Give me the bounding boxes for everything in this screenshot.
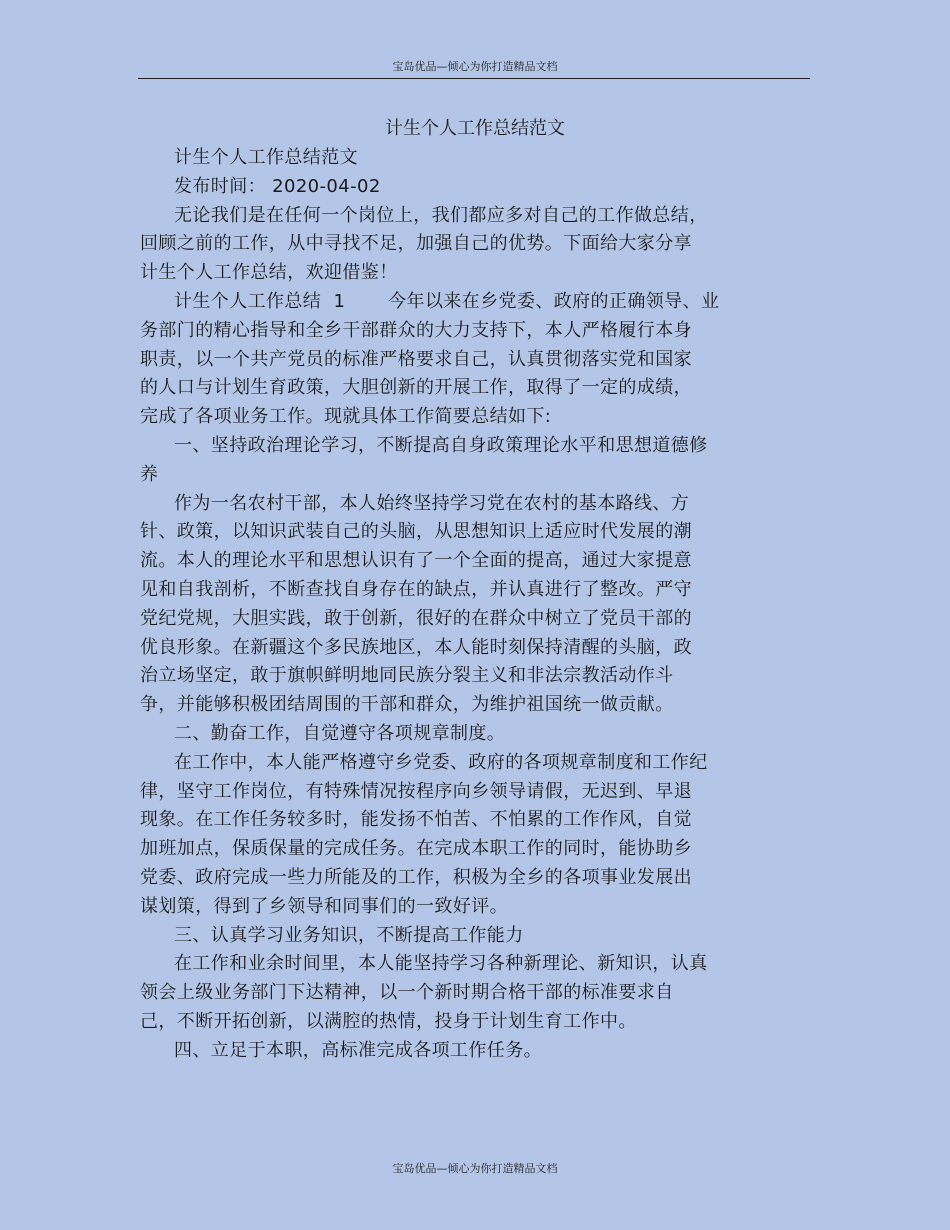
body-line: 现象。在工作任务较多时，能发扬不怕苦、不怕累的工作作风，自觉 [140, 809, 692, 831]
document-body [140, 144, 776, 1066]
body-line: 职责，以一个共产党员的标准严格要求自己，认真贯彻落实党和国家 [140, 348, 692, 370]
body-line: 领会上级业务部门下达精神，以一个新时期合格干部的标准要求自 [140, 982, 674, 1004]
document-title: 计生个人工作总结范文 [385, 118, 565, 139]
body-line: 党委、政府完成一些力所能及的工作，积极为全乡的各项事业发展出 [140, 866, 692, 888]
section-heading-2: 二、勤奋工作，自觉遵守各项规章制度。 [174, 722, 506, 744]
body-line: 律，坚守工作岗位，有特殊情况按程序向乡领导请假，无迟到、早退 [140, 780, 692, 802]
body-line: 在工作中，本人能严格遵守乡党委、政府的各项规章制度和工作纪 [174, 751, 708, 773]
body-line: 党纪党规，大胆实践，敢于创新，很好的在群众中树立了党员干部的 [140, 607, 692, 629]
body-line: 无论我们是在任何一个岗位上，我们都应多对自己的工作做总结， [174, 204, 708, 226]
body-line: 计生个人工作总结 1 今年以来在乡党委、政府的正确领导、业 [174, 290, 720, 312]
body-line: 见和自我剖析，不断查找自身存在的缺点，并认真进行了整改。严守 [140, 578, 692, 600]
body-line: 争，并能够积极团结周围的干部和群众，为维护祖国统一做贡献。 [140, 694, 674, 716]
subtitle-line: 计生个人工作总结范文 [174, 147, 358, 168]
section-heading-3: 三、认真学习业务知识，不断提高工作能力 [174, 924, 524, 946]
body-line: 完成了各项业务工作。现就具体工作简要总结如下: [140, 406, 552, 428]
body-line: 务部门的精心指导和全乡干部群众的大力支持下，本人严格履行本身 [140, 319, 692, 341]
body-line: 优良形象。在新疆这个多民族地区，本人能时刻保持清醒的头脑，政 [140, 636, 692, 658]
body-line: 在工作和业余时间里，本人能坚持学习各种新理论、新知识，认真 [174, 953, 708, 975]
section-heading-4: 四、立足于本职，高标准完成各项工作任务。 [174, 1039, 542, 1061]
header-divider [138, 78, 810, 79]
body-line: 治立场坚定，敢于旗帜鲜明地同民族分裂主义和非法宗教活动作斗 [140, 665, 674, 687]
page-header: 宝岛优品—倾心为你打造精品文档 [392, 60, 558, 73]
body-line: 作为一名农村干部，本人始终坚持学习党在农村的基本路线、方 [174, 492, 690, 514]
publish-date-line: 发布时间： 2020-04-02 [174, 175, 381, 197]
body-line: 针、政策，以知识武装自己的头脑，从思想知识上适应时代发展的潮 [140, 521, 692, 543]
section-heading-1: 一、坚持政治理论学习，不断提高自身政策理论水平和思想道德修 [174, 434, 708, 456]
body-line: 计生个人工作总结，欢迎借鉴！ [140, 262, 398, 284]
body-line: 流。本人的理论水平和思想认识有了一个全面的提高，通过大家提意 [140, 550, 692, 572]
body-line: 谋划策，得到了乡领导和同事们的一致好评。 [140, 895, 508, 917]
page-footer: 宝岛优品—倾心为你打造精品文档 [392, 1162, 558, 1175]
body-line: 回顾之前的工作，从中寻找不足，加强自己的优势。下面给大家分享 [140, 233, 692, 255]
section-heading-1-cont: 养 [140, 463, 159, 485]
body-line: 的人口与计划生育政策，大胆创新的开展工作，取得了一定的成绩， [140, 377, 692, 399]
body-line: 己，不断开拓创新，以满腔的热情，投身于计划生育工作中。 [140, 1010, 637, 1032]
body-line: 加班加点，保质保量的完成任务。在完成本职工作的同时，能协助乡 [140, 838, 692, 860]
